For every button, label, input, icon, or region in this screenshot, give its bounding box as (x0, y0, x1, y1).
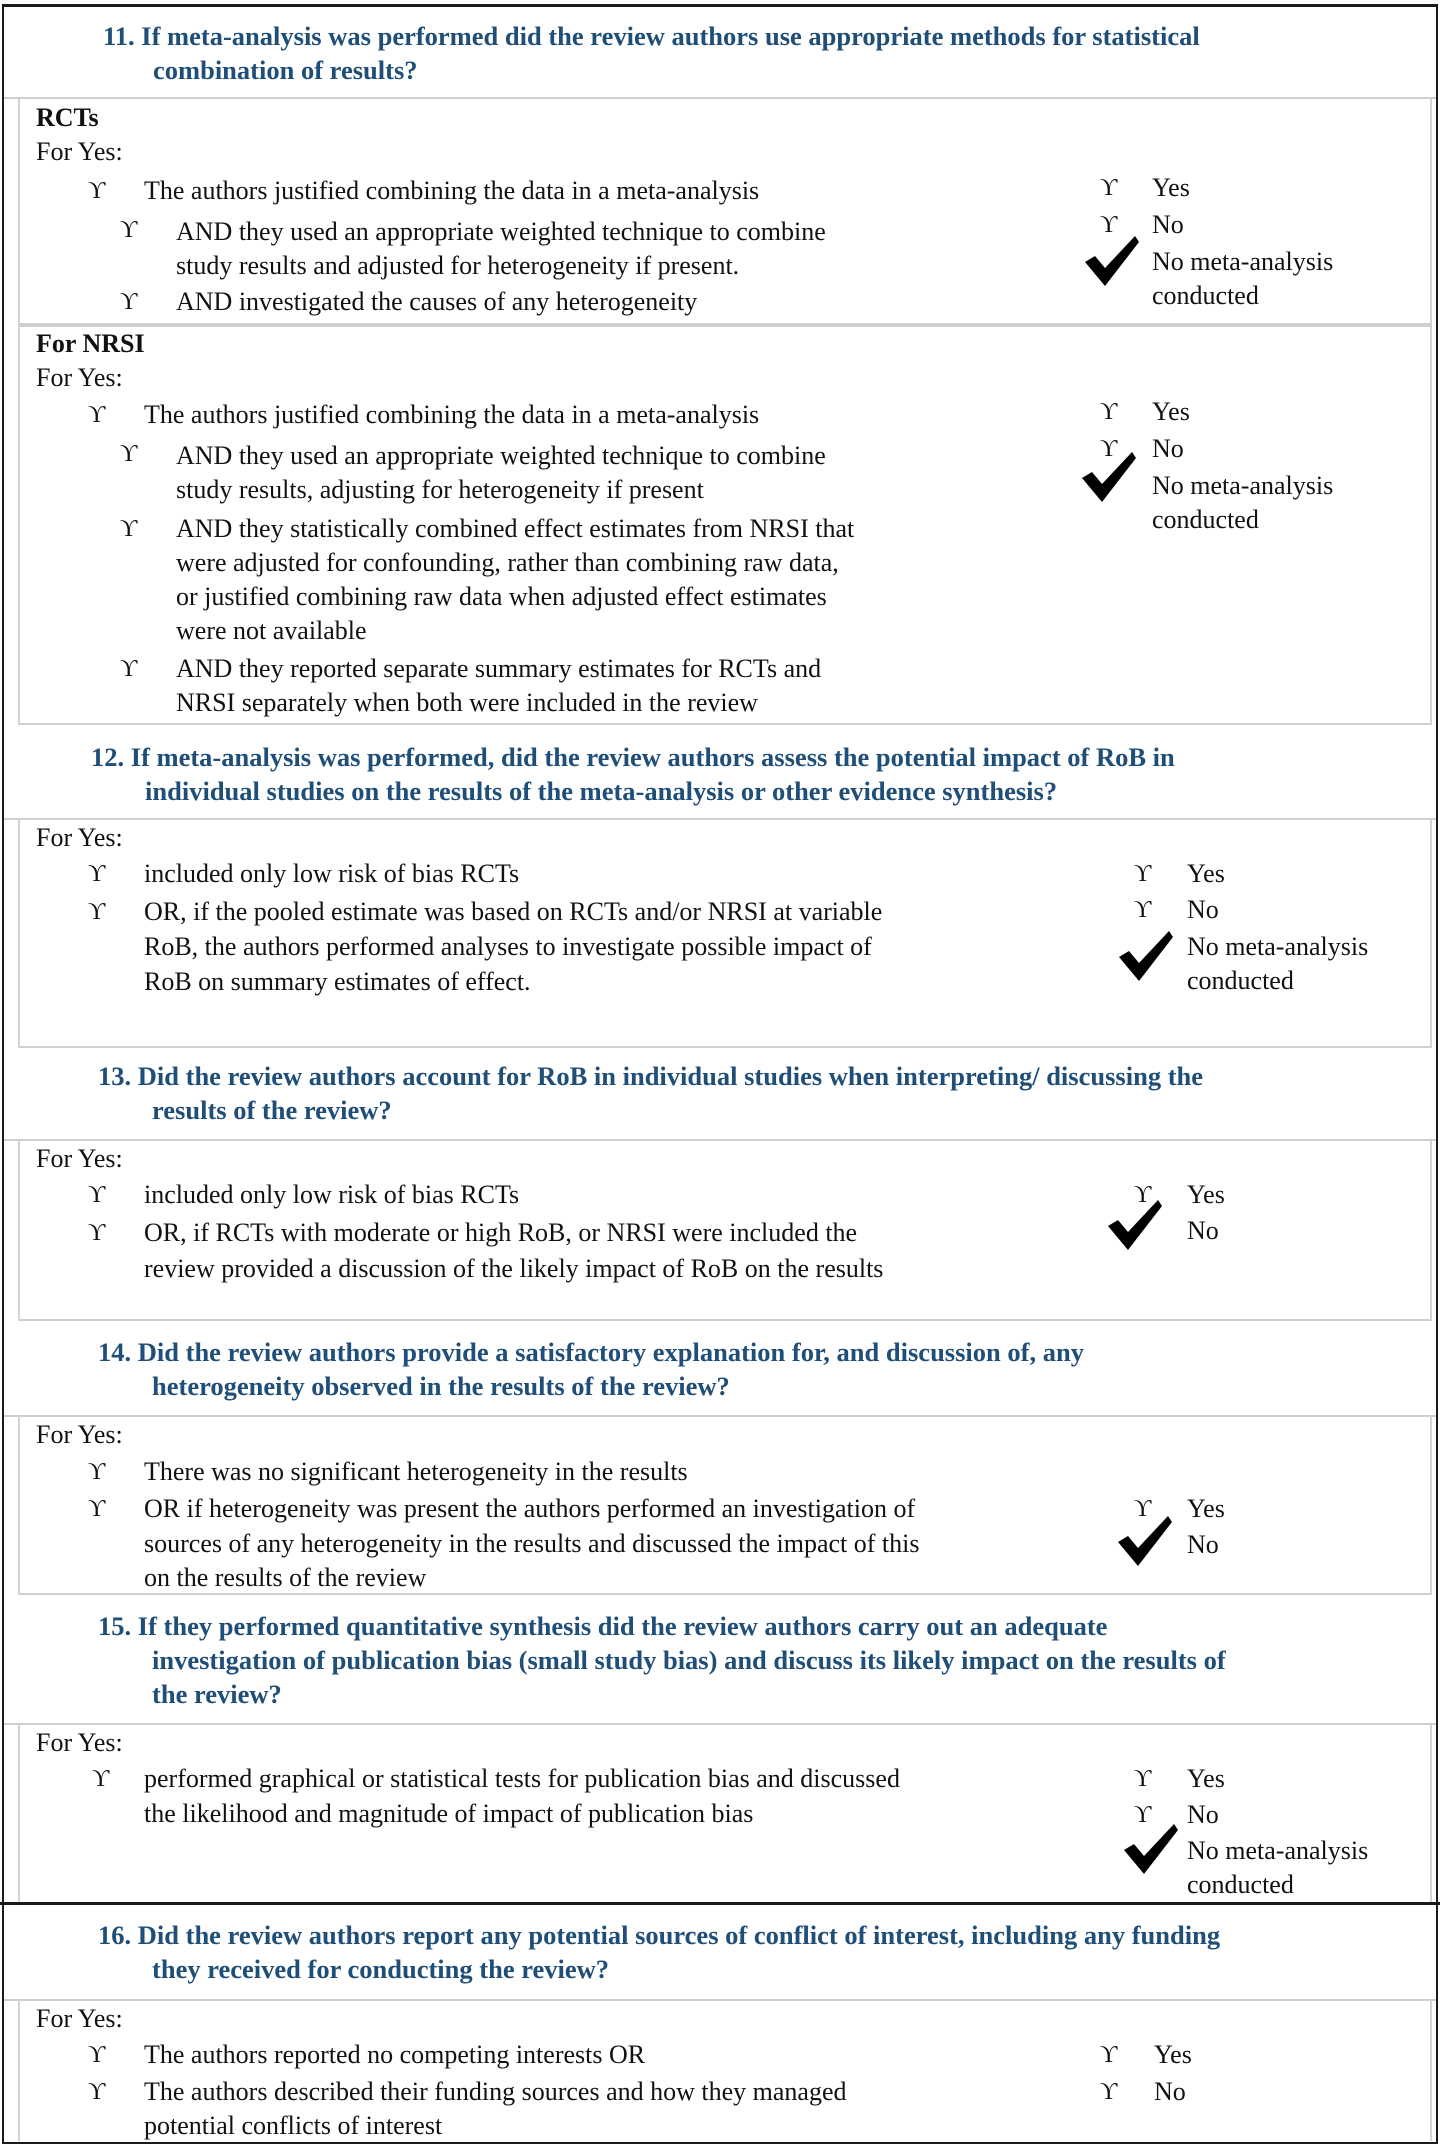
option-radio-yes[interactable]: ϒ (1134, 1496, 1152, 1522)
criterion-checkbox-icon[interactable]: ϒ (120, 441, 138, 467)
option-radio-no[interactable]: ϒ (1100, 436, 1118, 462)
option-label-no[interactable]: No (1152, 210, 1184, 239)
criterion-text: performed graphical or statistical tests for publication bias and discussed (144, 1764, 900, 1793)
for-yes-label: For Yes: (36, 823, 123, 852)
criterion-text: OR, if RCTs with moderate or high RoB, or NRSI were included the (144, 1218, 858, 1247)
option-radio-yes[interactable]: ϒ (1100, 175, 1118, 201)
for-yes-label: For Yes: (36, 137, 123, 166)
criterion-text: were adjusted for confounding, rather than combining raw data, (176, 548, 839, 577)
for-yes-label: For Yes: (36, 2004, 123, 2033)
option-label-yes[interactable]: Yes (1152, 173, 1190, 202)
option-label-yes[interactable]: Yes (1187, 1180, 1225, 1209)
criterion-checkbox-icon[interactable]: ϒ (88, 1459, 106, 1485)
option-label-no-meta-analysis[interactable]: No meta-analysis (1187, 1836, 1369, 1865)
for-yes-label: For Yes: (36, 363, 123, 392)
criterion-text: study results and adjusted for heterogeneity if present. (176, 251, 740, 280)
criterion-checkbox-icon[interactable]: ϒ (88, 2042, 106, 2068)
criterion-checkbox-icon[interactable]: ϒ (120, 217, 138, 243)
criterion-text: were not available (176, 616, 367, 645)
section-divider (0, 1902, 1440, 1905)
criterion-checkbox-icon[interactable]: ϒ (120, 516, 138, 542)
criterion-text: on the results of the review (144, 1563, 427, 1592)
criterion-checkbox-icon[interactable]: ϒ (88, 402, 106, 428)
criterion-text: NRSI separately when both were included in the review (176, 688, 758, 717)
criterion-text: or justified combining raw data when adjusted effect estimates (176, 582, 827, 611)
criterion-text: AND they used an appropriate weighted technique to combine (176, 217, 826, 246)
option-radio-yes[interactable]: ϒ (1100, 2042, 1118, 2068)
criterion-text: The authors reported no competing interests OR (144, 2040, 646, 2069)
criterion-text: RoB, the authors performed analyses to investigate possible impact of (144, 932, 872, 961)
option-radio-yes[interactable]: ϒ (1134, 1182, 1152, 1208)
criterion-text: AND they statistically combined effect estimates from NRSI that (176, 514, 855, 543)
criterion-text: RoB on summary estimates of effect. (144, 967, 531, 996)
option-label-yes[interactable]: Yes (1154, 2040, 1192, 2069)
criterion-text: included only low risk of bias RCTs (144, 859, 520, 888)
section-heading: For NRSI (36, 329, 145, 358)
criterion-text: sources of any heterogeneity in the results and discussed the impact of this (144, 1529, 920, 1558)
question-title: 13. Did the review authors account for RoB in individual studies when interpreting/ discussing the results of the review? (98, 1061, 1204, 1125)
for-yes-label: For Yes: (36, 1420, 123, 1449)
option-label-no-meta-analysis[interactable]: No meta-analysis (1152, 471, 1334, 500)
option-label-yes[interactable]: Yes (1187, 1764, 1225, 1793)
criterion-text: The authors justified combining the data in a meta-analysis (144, 176, 760, 205)
check-mark-icon[interactable] (1116, 1512, 1176, 1568)
criterion-text: review provided a discussion of the likely impact of RoB on the results (144, 1254, 884, 1283)
criterion-text: OR if heterogeneity was present the authors performed an investigation of (144, 1494, 916, 1523)
option-label-no-meta-analysis[interactable]: No meta-analysis (1187, 932, 1369, 961)
option-label-no[interactable]: No (1154, 2077, 1186, 2106)
section-heading: RCTs (36, 103, 99, 132)
criterion-checkbox-icon[interactable]: ϒ (88, 899, 106, 925)
option-label-no[interactable]: No (1152, 434, 1184, 463)
criterion-checkbox-icon[interactable]: ϒ (88, 1182, 106, 1208)
option-radio-yes[interactable]: ϒ (1100, 399, 1118, 425)
option-label-yes[interactable]: Yes (1187, 859, 1225, 888)
criterion-text: included only low risk of bias RCTs (144, 1180, 520, 1209)
option-radio-no[interactable]: ϒ (1134, 1802, 1152, 1828)
option-radio-no[interactable]: ϒ (1134, 897, 1152, 923)
option-label-yes[interactable]: Yes (1152, 397, 1190, 426)
option-label-no-meta-analysis[interactable]: No meta-analysis (1152, 247, 1334, 276)
criterion-checkbox-icon[interactable]: ϒ (88, 1496, 106, 1522)
option-label-no[interactable]: No (1187, 1800, 1219, 1829)
check-mark-icon[interactable] (1106, 1196, 1166, 1252)
option-label-no-meta-analysis: conducted (1187, 1870, 1294, 1899)
criterion-text: AND investigated the causes of any heterogeneity (176, 287, 698, 316)
option-label-no-meta-analysis: conducted (1152, 505, 1259, 534)
criterion-checkbox-icon[interactable]: ϒ (120, 289, 138, 315)
criterion-checkbox-icon[interactable]: ϒ (88, 1220, 106, 1246)
check-mark-icon[interactable] (1122, 1820, 1182, 1876)
question-title: 12. If meta-analysis was performed, did the review authors assess the potential impact of RoB in individual studies on the results of the meta-analysis or other evidence synthesis? (91, 742, 1175, 806)
for-yes-label: For Yes: (36, 1144, 123, 1173)
for-yes-label: For Yes: (36, 1728, 123, 1757)
option-label-no-meta-analysis: conducted (1187, 966, 1294, 995)
criterion-checkbox-icon[interactable]: ϒ (88, 2079, 106, 2105)
check-mark-icon[interactable] (1080, 448, 1140, 504)
option-label-no-meta-analysis: conducted (1152, 281, 1259, 310)
criterion-text: The authors described their funding sources and how they managed (144, 2077, 847, 2106)
criterion-text: AND they used an appropriate weighted technique to combine (176, 441, 826, 470)
criterion-checkbox-icon[interactable]: ϒ (88, 178, 106, 204)
criterion-checkbox-icon[interactable]: ϒ (92, 1766, 110, 1792)
criterion-text: There was no significant heterogeneity in the results (144, 1457, 688, 1486)
criterion-text: the likelihood and magnitude of impact of publication bias (144, 1799, 754, 1828)
criterion-text: OR, if the pooled estimate was based on RCTs and/or NRSI at variable (144, 897, 883, 926)
option-radio-no[interactable]: ϒ (1100, 2079, 1118, 2105)
criterion-text: The authors justified combining the data in a meta-analysis (144, 400, 760, 429)
option-radio-yes[interactable]: ϒ (1134, 1766, 1152, 1792)
question-title: 14. Did the review authors provide a satisfactory explanation for, and discussion of, any heterogeneity observed in the results of the review? (98, 1337, 1084, 1401)
question-title: 11. If meta-analysis was performed did the review authors use appropriate methods for statistical combination of results? (103, 21, 1200, 85)
option-label-no[interactable]: No (1187, 1216, 1219, 1245)
option-radio-no[interactable]: ϒ (1100, 212, 1118, 238)
option-radio-yes[interactable]: ϒ (1134, 861, 1152, 887)
criterion-text: potential conflicts of interest (144, 2111, 443, 2140)
criterion-checkbox-icon[interactable]: ϒ (120, 656, 138, 682)
criterion-checkbox-icon[interactable]: ϒ (88, 861, 106, 887)
question-title: 15. If they performed quantitative synthesis did the review authors carry out an adequate investigation of publication bias (small study bias) and discuss its likely impact on the results of the review? (98, 1611, 1226, 1709)
option-label-yes[interactable]: Yes (1187, 1494, 1225, 1523)
check-mark-icon[interactable] (1117, 927, 1177, 983)
check-mark-icon[interactable] (1083, 232, 1143, 288)
criterion-text: AND they reported separate summary estimates for RCTs and (176, 654, 822, 683)
option-label-no[interactable]: No (1187, 1530, 1219, 1559)
question-title: 16. Did the review authors report any potential sources of conflict of interest, including any funding they received for conducting the review? (98, 1920, 1221, 1984)
criterion-text: study results, adjusting for heterogeneity if present (176, 475, 704, 504)
option-label-no[interactable]: No (1187, 895, 1219, 924)
